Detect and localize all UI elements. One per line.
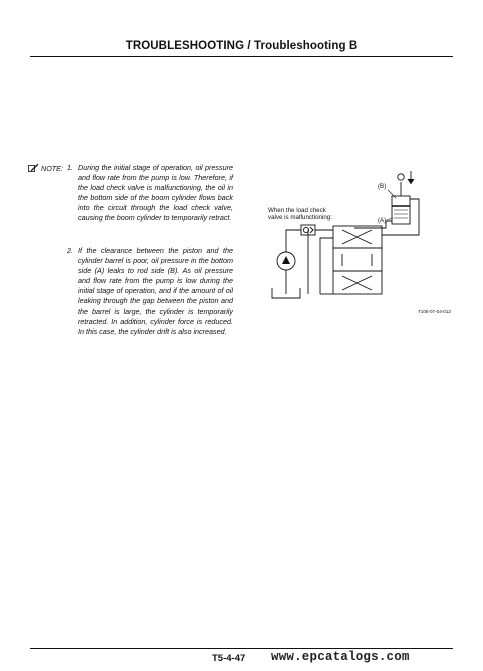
label-a: (A) xyxy=(378,217,387,224)
note-item-number: 2. xyxy=(67,246,73,255)
note-label: NOTE: xyxy=(41,164,63,173)
page-number: T5-4-47 xyxy=(212,653,246,664)
hydraulic-circuit-diagram xyxy=(258,168,458,318)
callout-text-line2: valve is malfunctioning: xyxy=(268,214,332,221)
label-b: (B) xyxy=(378,183,387,190)
figure-id: T105-07-04-012 xyxy=(418,309,451,314)
note-item-number: 1. xyxy=(67,163,73,172)
control-valve xyxy=(333,226,382,294)
note-item-text: During the initial stage of operation, oil pressure and flow rate from the pump is low. Therefore, if the load check valve is malfunctioning, the oil in the bottom side of the boom cylinder flows back into the circuit through the load check valve, causing the boom cylinder to temporarily retract. xyxy=(78,163,233,223)
header-divider xyxy=(30,56,453,57)
page-title: TROUBLESHOOTING / Troubleshooting B xyxy=(125,40,358,52)
note-item-1 xyxy=(67,163,233,224)
note-item-2 xyxy=(67,246,233,337)
footer-divider xyxy=(30,648,453,649)
callout-text-line1: When the load check xyxy=(268,207,326,214)
note-item-text: If the clearance between the piston and the cylinder barrel is poor, oil pressure in the bottom side (A) leaks to rod side (B). As oil pressure and flow rate from the pump is low during the initial stage of operation, and if the amount of oil leaking through the gap between the piston and the barrel is large, the cylinder is temporarily retracted. In addition, cylinder force is reduced. In this case, the cylinder drift is also increased. xyxy=(78,246,233,336)
hydraulic-circuit-svg xyxy=(258,168,458,318)
watermark: www.epcatalogs.com xyxy=(271,650,410,664)
cylinder-rod-eye xyxy=(398,174,404,180)
pencil-note-icon xyxy=(28,163,39,172)
